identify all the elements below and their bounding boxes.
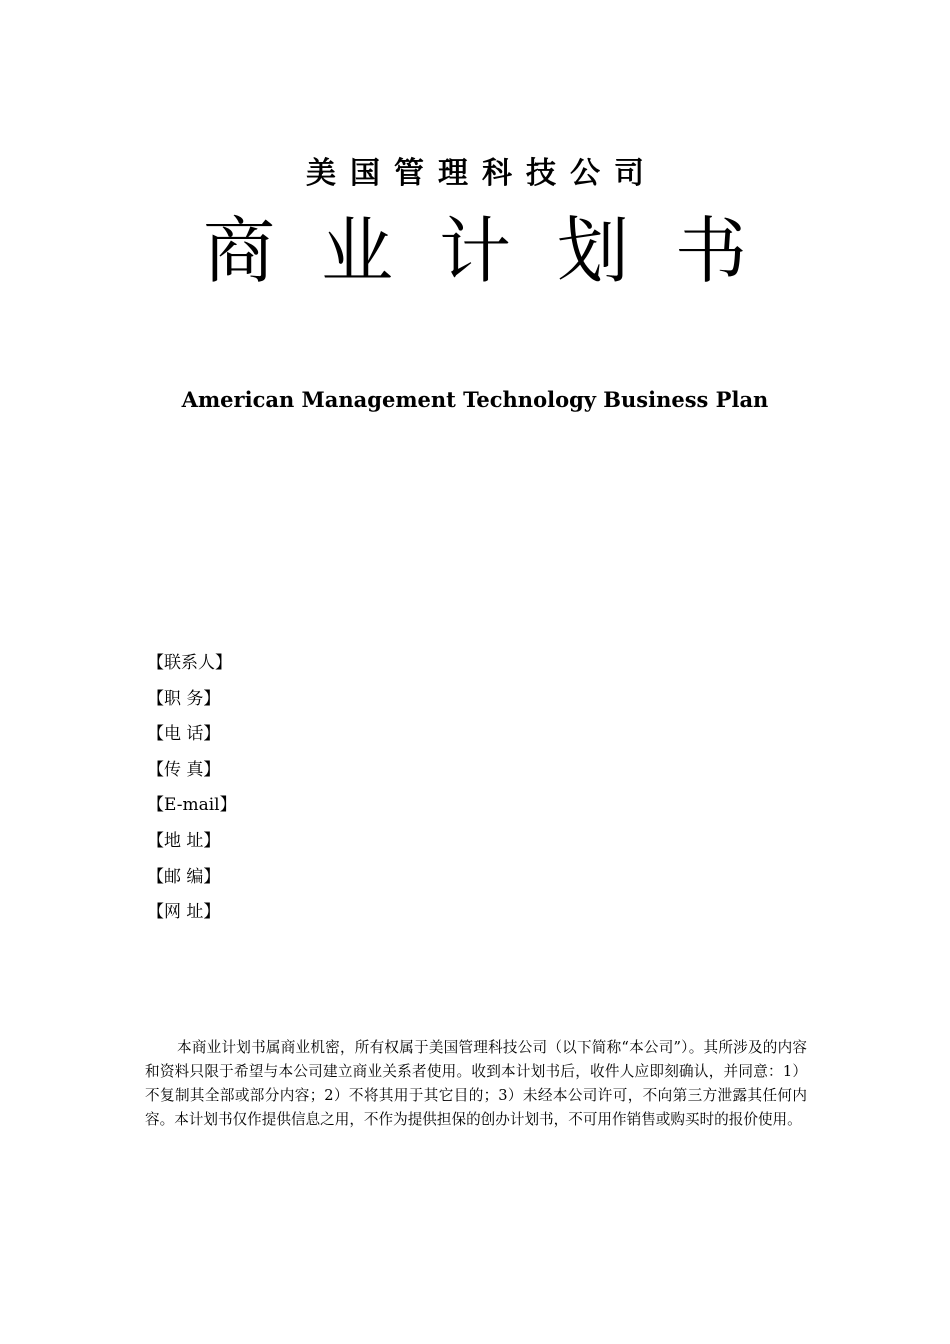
contact-field-website: 【网 址】 bbox=[147, 902, 221, 923]
document-title: 商业计划书 bbox=[202, 209, 793, 293]
contact-field-postcode: 【邮 编】 bbox=[147, 866, 221, 887]
contact-field-position: 【职 务】 bbox=[147, 688, 221, 709]
contact-field-address: 【地 址】 bbox=[147, 830, 221, 851]
confidentiality-notice: 本商业计划书属商业机密，所有权属于美国管理科技公司（以下简称“本公司”）。其所涉及的内容和资料只限于希望与本公司建立商业关系者使用。收到本计划书后，收件人应即刻确认，并同意：1）不复制其全部或部分内容；2）不将其用于其它目的；3）未经本公司许可，不向第三方泄露其任何内容。本计划书仅作提供信息之用，不作为提供担保的创办计划书，不可用作销售或购买时的报价使用。 bbox=[145, 1039, 807, 1128]
contact-field-phone: 【电 话】 bbox=[147, 724, 221, 745]
contact-field-list bbox=[147, 646, 237, 931]
contact-field-contact-person: 【联系人】 bbox=[147, 653, 232, 673]
english-title: American Management Technology Business Plan bbox=[181, 387, 769, 412]
contact-field-fax: 【传 真】 bbox=[147, 759, 221, 780]
company-name: 美国管理科技公司 bbox=[306, 156, 658, 191]
contact-field-email: 【E-mail】 bbox=[147, 795, 237, 816]
